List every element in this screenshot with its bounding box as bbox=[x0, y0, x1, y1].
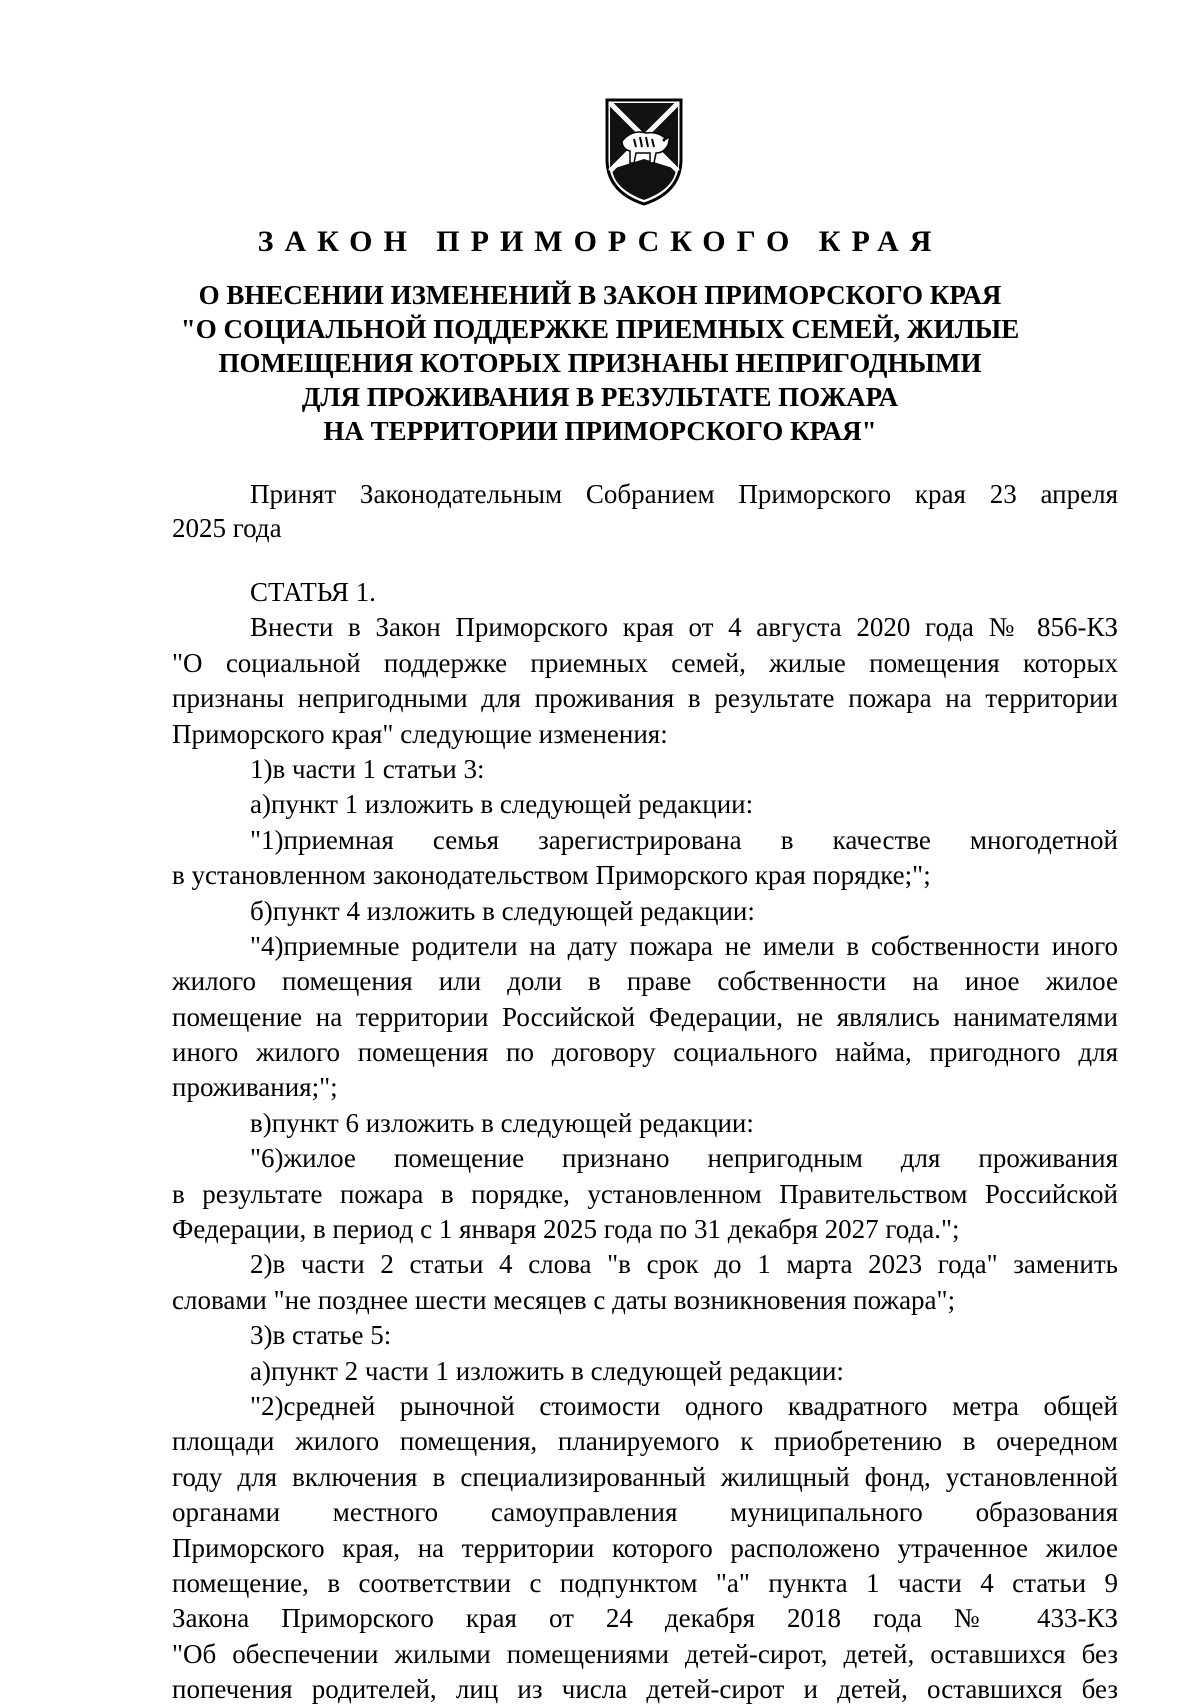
law-title: ЗАКОН ПРИМОРСКОГО КРАЯ bbox=[257, 225, 943, 258]
subtitle-line: ПОМЕЩЕНИЯ КОТОРЫХ ПРИЗНАНЫ НЕПРИГОДНЫМИ bbox=[218, 348, 982, 378]
text-line: а)пункт 2 части 1 изложить в следующей редакции: bbox=[250, 1355, 844, 1386]
text-line: году для включения в специализированный жилищный фонд, установленной bbox=[172, 1461, 1118, 1492]
subtitle-line: "О СОЦИАЛЬНОЙ ПОДДЕРЖКЕ ПРИЕМНЫХ СЕМЕЙ, ЖИЛЫЕ bbox=[180, 314, 1020, 344]
text-line: проживания;"; bbox=[172, 1072, 338, 1103]
article-heading: СТАТЬЯ 1. bbox=[250, 577, 376, 607]
text-line: попечения родителей, лиц из числа детей-сирот и детей, оставшихся без bbox=[172, 1674, 1118, 1705]
coat-of-arms-icon bbox=[604, 97, 684, 207]
text-line: помещение, в соответствии с подпунктом "а" пункта 1 части 4 статьи 9 bbox=[172, 1567, 1118, 1598]
subtitle-line: О ВНЕСЕНИИ ИЗМЕНЕНИЙ В ЗАКОН ПРИМОРСКОГО КРАЯ bbox=[198, 280, 1002, 310]
text-line: Приморского края, на территории которого расположено утраченное жилое bbox=[172, 1532, 1118, 1563]
text-line: "О социальной поддержке приемных семей, жилые помещения которых bbox=[172, 647, 1118, 678]
text-line: словами "не позднее шести месяцев с даты возникновения пожара"; bbox=[172, 1284, 956, 1315]
adoption-line: Принят Законодательным Собранием Приморского края 23 апреля bbox=[250, 479, 1118, 509]
text-line: в установленном законодательством Приморского края порядке;"; bbox=[172, 860, 931, 891]
text-line: Федерации, в период с 1 января 2025 года по 31 декабря 2027 года."; bbox=[172, 1214, 960, 1245]
text-line: "2)средней рыночной стоимости одного квадратного метра общей bbox=[250, 1390, 1118, 1421]
subtitle-line: НА ТЕРРИТОРИИ ПРИМОРСКОГО КРАЯ" bbox=[323, 416, 877, 446]
adoption-note bbox=[172, 477, 1118, 545]
text-line: 2)в части 2 статьи 4 слова "в срок до 1 марта 2023 года" заменить bbox=[250, 1249, 1118, 1280]
text-line: признаны непригодными для проживания в результате пожара на территории bbox=[172, 683, 1118, 714]
text-line: помещение на территории Российской Федерации, не являлись нанимателями bbox=[172, 1001, 1118, 1032]
text-line: площади жилого помещения, планируемого к приобретению в очередном bbox=[172, 1426, 1118, 1457]
text-line: 1)в части 1 статьи 3: bbox=[250, 753, 485, 784]
text-line: б)пункт 4 изложить в следующей редакции: bbox=[250, 895, 755, 926]
article-body bbox=[172, 575, 1118, 1708]
text-line: Закона Приморского края от 24 декабря 2018 года № 433-КЗ bbox=[172, 1603, 1118, 1634]
subtitle-line: ДЛЯ ПРОЖИВАНИЯ В РЕЗУЛЬТАТЕ ПОЖАРА bbox=[301, 382, 899, 412]
text-line: "4)приемные родители на дату пожара не имели в собственности иного bbox=[250, 930, 1118, 961]
text-line: жилого помещения или доли в праве собственности на иное жилое bbox=[172, 966, 1118, 997]
text-line: в)пункт 6 изложить в следующей редакции: bbox=[250, 1107, 754, 1138]
law-subtitle bbox=[150, 278, 1050, 448]
text-line: "1)приемная семья зарегистрирована в качестве многодетной bbox=[250, 824, 1118, 855]
text-line: а)пункт 1 изложить в следующей редакции: bbox=[250, 789, 754, 820]
text-line: 3)в статье 5: bbox=[250, 1320, 392, 1351]
text-line: Приморского края" следующие изменения: bbox=[172, 718, 668, 749]
text-line: "Об обеспечении жилыми помещениями детей-сирот, детей, оставшихся без bbox=[172, 1638, 1118, 1669]
text-line: иного жилого помещения по договору социального найма, пригодного для bbox=[172, 1037, 1118, 1068]
adoption-line: 2025 года bbox=[172, 513, 282, 543]
text-line: органами местного самоуправления муниципального образования bbox=[172, 1497, 1118, 1528]
text-line: "6)жилое помещение признано непригодным для проживания bbox=[250, 1143, 1118, 1174]
text-line: в результате пожара в порядке, установленном Правительством Российской bbox=[172, 1178, 1118, 1209]
text-line: Внести в Закон Приморского края от 4 августа 2020 года № 856-КЗ bbox=[250, 612, 1118, 643]
